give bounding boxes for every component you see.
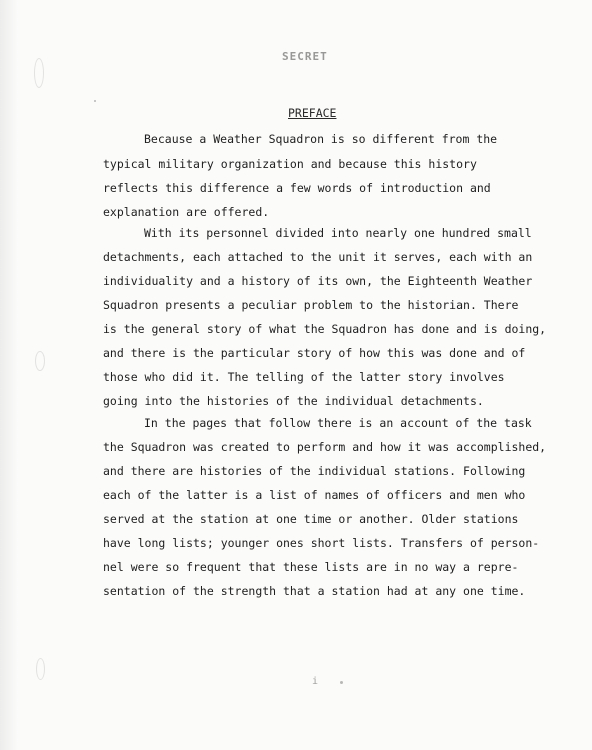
paragraph-line: explanation are offered. — [103, 205, 270, 219]
paragraph-line: and there are histories of the individual stations. Following — [103, 464, 526, 478]
paragraph-line: and there is the particular story of how this was done and of — [103, 346, 526, 360]
paragraph-line: is the general story of what the Squadron has done and is doing, — [103, 322, 547, 336]
paragraph-line: served at the station at one time or another. Older stations — [103, 512, 519, 526]
paragraph-line: reflects this difference a few words of introduction and — [103, 181, 491, 195]
paper-mark — [36, 658, 45, 680]
paragraph-line: Squadron presents a peculiar problem to the historian. There — [103, 298, 519, 312]
paragraph-line: have long lists; younger ones short lists. Transfers of person- — [103, 536, 540, 550]
page-number: i — [312, 676, 319, 687]
paragraph-line: each of the latter is a list of names of officers and men who — [103, 488, 526, 502]
paragraph-line: detachments, each attached to the unit it serves, each with an — [103, 250, 533, 264]
paragraph-line: nel were so frequent that these lists are in no way a repre- — [103, 560, 519, 574]
paragraph-line: sentation of the strength that a station had at any one time. — [103, 584, 526, 598]
paragraph-line: With its personnel divided into nearly one hundred small — [144, 226, 532, 240]
paragraph-line: the Squadron was created to perform and how it was accomplished, — [103, 440, 547, 454]
paper-mark — [34, 58, 44, 88]
ink-speck — [340, 681, 343, 684]
paper-mark — [35, 351, 45, 371]
paragraph-line: going into the histories of the individual detachments. — [103, 394, 484, 408]
paragraph-line: those who did it. The telling of the latter story involves — [103, 370, 505, 384]
classification-marking: SECRET — [282, 50, 328, 63]
paragraph-line: typical military organization and because this history — [103, 157, 477, 171]
paragraph-line: individuality and a history of its own, the Eighteenth Weather — [103, 274, 533, 288]
paragraph-line: Because a Weather Squadron is so different from the — [144, 132, 498, 146]
page-edge-shadow — [0, 0, 18, 750]
ink-speck — [94, 100, 96, 102]
page-heading: PREFACE — [288, 106, 337, 120]
paragraph-line: In the pages that follow there is an account of the task — [144, 416, 532, 430]
